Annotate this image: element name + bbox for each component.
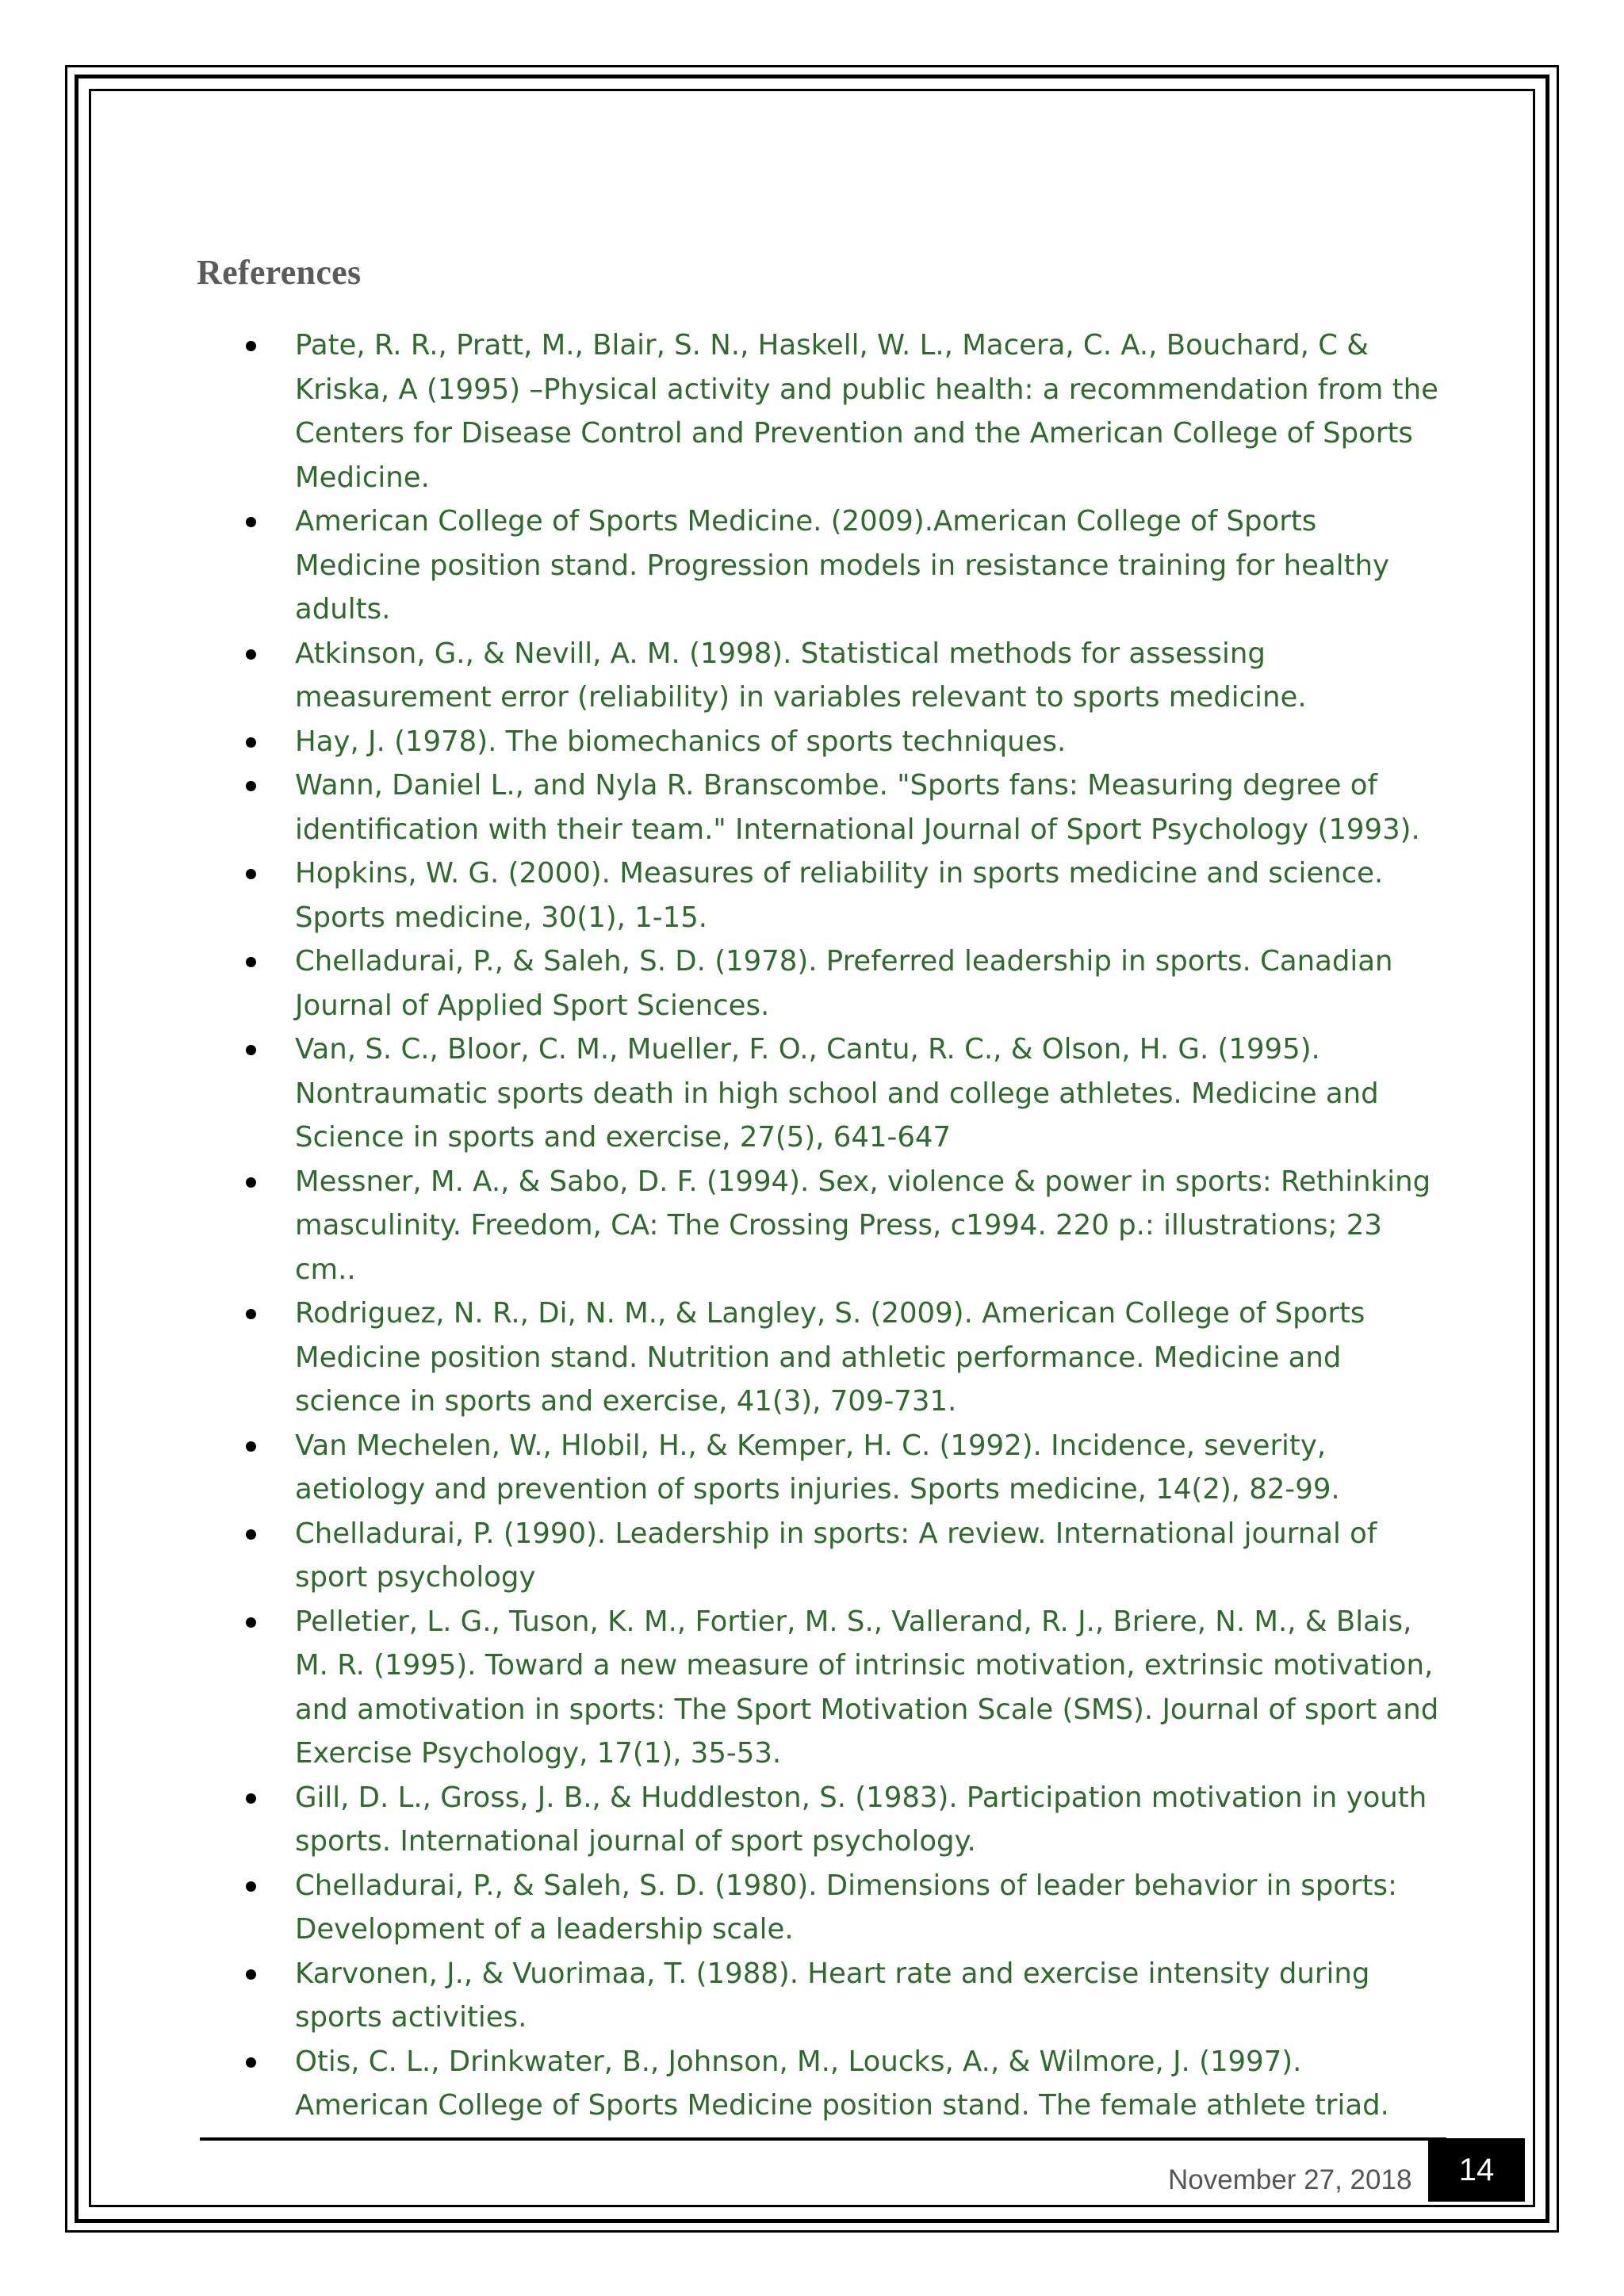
reference-item	[238, 851, 1443, 939]
reference-item	[238, 1292, 1443, 1424]
bullet-icon	[246, 781, 256, 791]
bullet-icon	[246, 737, 256, 748]
reference-item	[238, 499, 1443, 632]
bullet-icon	[246, 1177, 256, 1188]
reference-item	[238, 632, 1443, 720]
bullet-icon	[246, 1969, 256, 1980]
bullet-icon	[246, 2057, 256, 2068]
reference-text: Hopkins, W. G. (2000). Measures of reliability in sports medicine and science. Sports medicine, 30(1), 1-15.	[295, 857, 1384, 934]
reference-item	[238, 323, 1443, 499]
reference-text: Hay, J. (1978). The biomechanics of sports techniques.	[295, 725, 1067, 758]
reference-item	[238, 720, 1443, 764]
page-number-badge	[1428, 2138, 1525, 2202]
reference-text: American College of Sports Medicine. (2009).American College of Sports Medicine position stand. Progression models in resistance training for healthy adults.	[295, 505, 1389, 626]
reference-text: Chelladurai, P., & Saleh, S. D. (1978). Preferred leadership in sports. Canadian Journal of Applied Sport Sciences.	[295, 945, 1393, 1022]
reference-text: Van Mechelen, W., Hlobil, H., & Kemper, H. C. (1992). Incidence, severity, aetiology and prevention of sports injuries. Sports medicine, 14(2), 82-99.	[295, 1429, 1340, 1506]
footer-divider	[200, 2137, 1446, 2141]
reference-text: Van, S. C., Bloor, C. M., Mueller, F. O., Cantu, R. C., & Olson, H. G. (1995). Nontraumatic sports death in high school and college athletes. Medicine and Science in sports and exercise, 27(5), 641-647	[295, 1033, 1379, 1154]
reference-item	[238, 2040, 1443, 2128]
bullet-icon	[246, 957, 256, 967]
bullet-icon	[246, 1793, 256, 1804]
bullet-icon	[246, 1617, 256, 1628]
reference-item	[238, 1864, 1443, 1952]
reference-list	[238, 323, 1443, 2128]
bullet-icon	[246, 1045, 256, 1055]
reference-text: Atkinson, G., & Nevill, A. M. (1998). Statistical methods for assessing measurement error (reliability) in variables relevant to sports medicine.	[295, 637, 1307, 714]
reference-text: Otis, C. L., Drinkwater, B., Johnson, M., Loucks, A., & Wilmore, J. (1997). American College of Sports Medicine position stand. The female athlete triad.	[295, 2045, 1389, 2122]
reference-text: Pate, R. R., Pratt, M., Blair, S. N., Haskell, W. L., Macera, C. A., Bouchard, C & Kriska, A (1995) –Physical activity and public health: a recommendation from the Centers for Disease Control and Prevention and the American College of Sports Medicine.	[295, 329, 1438, 494]
footer-date: November 27, 2018	[1168, 2164, 1412, 2195]
references-heading: References	[197, 253, 362, 292]
bullet-icon	[246, 517, 256, 527]
reference-item	[238, 1027, 1443, 1160]
bullet-icon	[246, 869, 256, 879]
reference-text: Messner, M. A., & Sabo, D. F. (1994). Sex, violence & power in sports: Rethinking masculinity. Freedom, CA: The Crossing Press, c1994. 220 p.: illustrations; 23 cm..	[295, 1165, 1431, 1286]
bullet-icon	[246, 341, 256, 351]
reference-item	[238, 1424, 1443, 1512]
bullet-icon	[246, 1881, 256, 1892]
reference-text: Karvonen, J., & Vuorimaa, T. (1988). Heart rate and exercise intensity during sports activities.	[295, 1957, 1370, 2034]
reference-item	[238, 1776, 1443, 1864]
page-number: 14	[1458, 2152, 1495, 2187]
reference-text: Pelletier, L. G., Tuson, K. M., Fortier, M. S., Vallerand, R. J., Briere, N. M., & Blais, M. R. (1995). Toward a new measure of intrinsic motivation, extrinsic motivation, and amotivation in sports: The Sport Motivation Scale (SMS). Journal of sport and Exercise Psychology, 17(1), 35-53.	[295, 1605, 1439, 1770]
reference-item	[238, 939, 1443, 1027]
reference-item	[238, 1952, 1443, 2040]
reference-text: Wann, Daniel L., and Nyla R. Branscombe. "Sports fans: Measuring degree of identification with their team." International Journal of Sport Psychology (1993).	[295, 769, 1420, 846]
reference-text: Gill, D. L., Gross, J. B., & Huddleston, S. (1983). Participation motivation in youth sports. International journal of sport psychology.	[295, 1781, 1427, 1858]
reference-item	[238, 1512, 1443, 1600]
reference-text: Rodriguez, N. R., Di, N. M., & Langley, S. (2009). American College of Sports Medicine position stand. Nutrition and athletic performance. Medicine and science in sports and exercise, 41(3), 709-731.	[295, 1297, 1365, 1418]
reference-text: Chelladurai, P. (1990). Leadership in sports: A review. International journal of sport psychology	[295, 1517, 1377, 1594]
reference-item	[238, 763, 1443, 851]
bullet-icon	[246, 1309, 256, 1319]
reference-text: Chelladurai, P., & Saleh, S. D. (1980). Dimensions of leader behavior in sports: Development of a leadership scale.	[295, 1869, 1397, 1946]
bullet-icon	[246, 1529, 256, 1540]
bullet-icon	[246, 649, 256, 660]
reference-item	[238, 1160, 1443, 1292]
reference-item	[238, 1600, 1443, 1776]
bullet-icon	[246, 1441, 256, 1452]
